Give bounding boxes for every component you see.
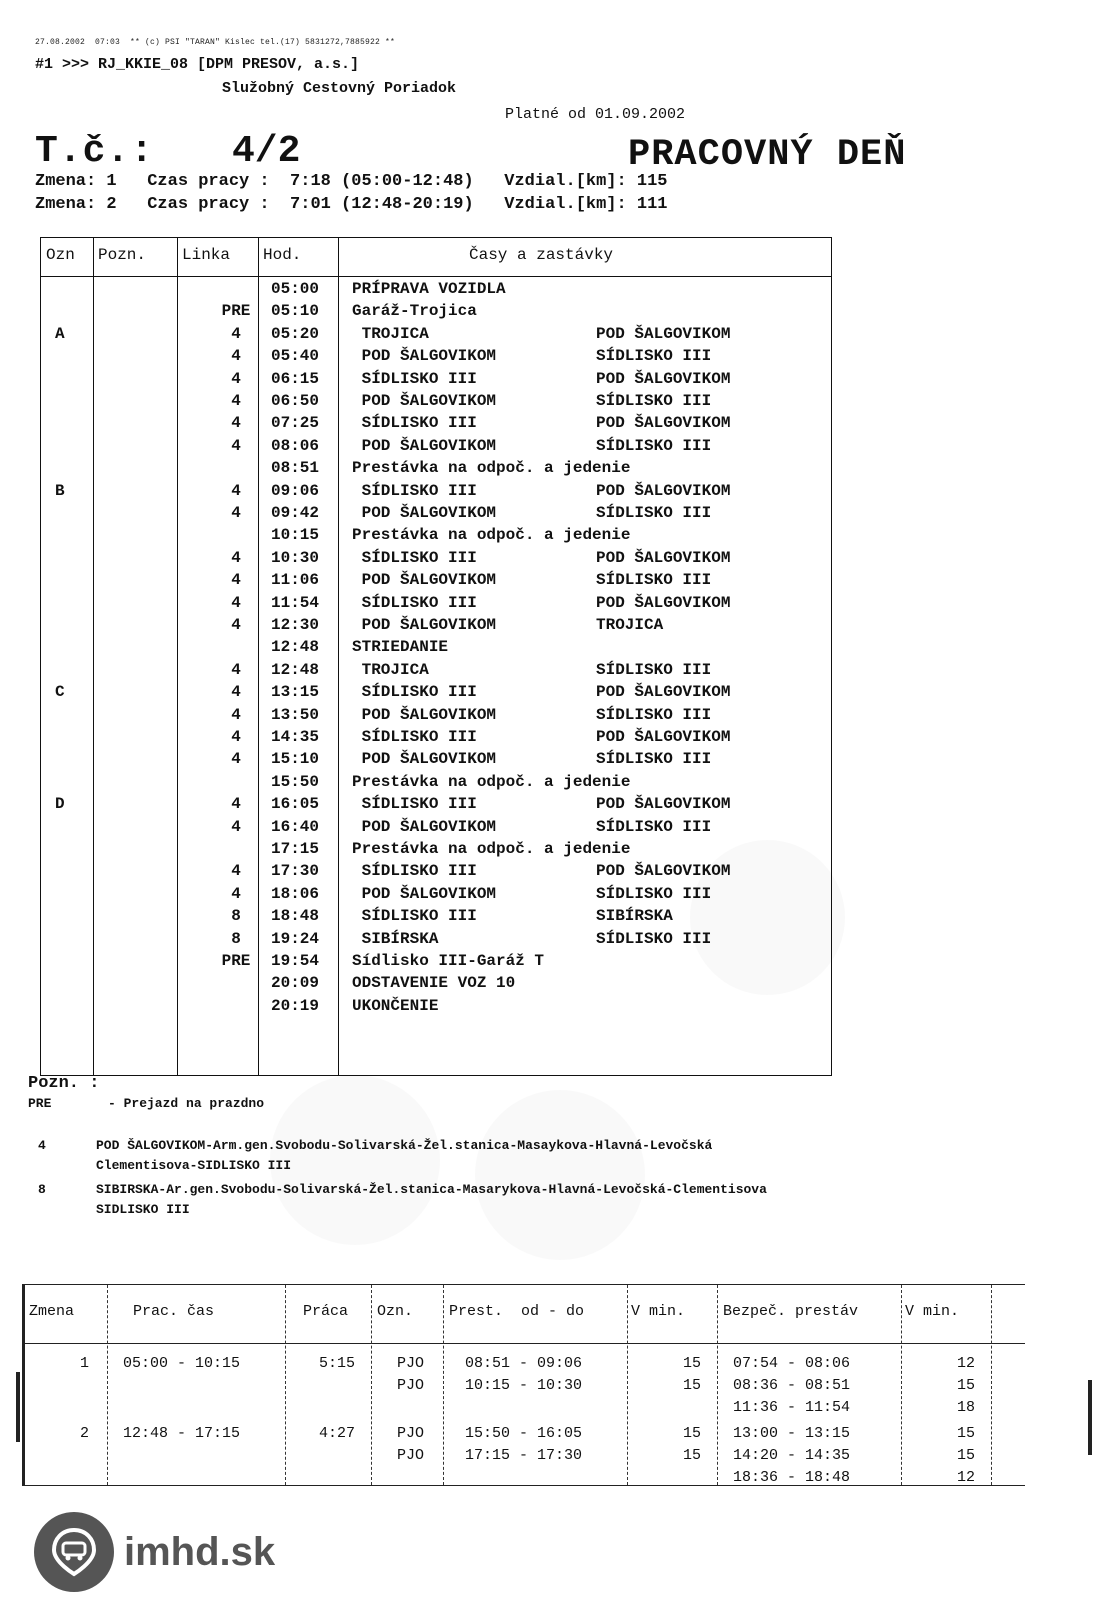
timetable-row <box>41 661 831 683</box>
summary-cell-vmin: 15 <box>682 1377 701 1394</box>
summary-cell-vmin2: 15 <box>956 1425 975 1442</box>
stop-to-cell: POD ŠALGOVIKOM <box>596 324 731 343</box>
stop-from-cell: TROJICA <box>352 660 429 679</box>
bus-in-pin-icon <box>34 1512 114 1592</box>
timetable-row <box>41 392 831 414</box>
stop-from-cell: SÍDLISKO III <box>352 369 477 388</box>
linka-cell: PRE <box>221 302 251 321</box>
summary-cell-zmena: 1 <box>79 1355 89 1372</box>
watermark-circle <box>475 1090 645 1260</box>
hod-cell: 05:00 <box>271 280 320 298</box>
note-text-8a: SIBIRSKA-Ar.gen.Svobodu-Solivarská-Žel.stanica-Masarykova-Hlavná-Levočská-Clementisova <box>96 1182 767 1197</box>
note-code-8: 8 <box>38 1182 46 1197</box>
hod-cell: 11:06 <box>271 571 320 590</box>
hod-cell: 05:10 <box>271 302 320 321</box>
note-text-pre: - Prejazd na prazdno <box>108 1096 265 1111</box>
hod-cell: 14:35 <box>271 728 320 746</box>
timetable-row <box>41 504 831 526</box>
summary-cell-vmin2: 15 <box>956 1377 975 1394</box>
summary-cell-praca: 4:27 <box>318 1425 355 1442</box>
tc-value: 4/2 <box>232 130 301 173</box>
timetable-row <box>41 907 831 929</box>
stop-to-cell: SÍDLISKO III <box>596 347 712 366</box>
timetable-row <box>41 549 831 571</box>
linka-cell: 4 <box>231 548 241 567</box>
hod-cell: 06:15 <box>271 369 320 388</box>
stop-from-cell: STRIEDANIE <box>352 638 449 657</box>
hod-cell: 17:15 <box>271 840 320 858</box>
timetable-row <box>41 840 831 862</box>
timetable <box>40 237 832 1076</box>
hod-cell: 09:42 <box>271 504 320 522</box>
linka-cell: 8 <box>231 907 241 926</box>
stop-from-cell: SÍDLISKO III <box>352 593 477 612</box>
stop-from-cell: Prestávka na odpoč. a jedenie <box>352 840 631 858</box>
tc-label: T.č.: <box>35 130 155 173</box>
ozn-cell: C <box>55 683 65 702</box>
summary-cell-bezp: 14:20 - 14:35 <box>733 1447 851 1464</box>
timetable-row <box>41 347 831 369</box>
hod-cell: 19:54 <box>271 952 320 970</box>
sum-header-vmin: V min. <box>631 1303 686 1320</box>
stop-from-cell: Sídlisko III-Garáž T <box>352 952 545 970</box>
sum-header-ozn: Ozn. <box>377 1303 414 1320</box>
stop-from-cell: POD ŠALGOVIKOM <box>352 750 497 769</box>
linka-cell: 4 <box>231 571 241 590</box>
timetable-row <box>41 773 831 795</box>
ozn-cell: D <box>55 795 65 814</box>
hod-cell: 15:50 <box>271 772 320 791</box>
note-code-pre: PRE <box>28 1096 52 1111</box>
summary-cell-vmin2: 18 <box>956 1399 975 1416</box>
stop-to-cell: POD ŠALGOVIKOM <box>596 683 731 702</box>
scan-mark <box>1088 1380 1092 1455</box>
stop-from-cell: SÍDLISKO III <box>352 907 477 926</box>
sum-header-vmin2: V min. <box>905 1303 960 1320</box>
timetable-row <box>41 750 831 772</box>
summary-cell-bezp: 11:36 - 11:54 <box>733 1399 851 1416</box>
stop-to-cell: SIBÍRSKA <box>596 907 673 926</box>
summary-cell-vmin2: 15 <box>956 1447 975 1464</box>
summary-cell-bezp: 08:36 - 08:51 <box>733 1377 851 1394</box>
linka-cell: 4 <box>231 593 241 612</box>
summary-cell-vmin2: 12 <box>956 1469 975 1486</box>
stop-to-cell: SÍDLISKO III <box>596 660 712 679</box>
stop-from-cell: POD ŠALGOVIKOM <box>352 571 497 590</box>
timetable-row <box>41 302 831 324</box>
stop-from-cell: SÍDLISKO III <box>352 862 477 881</box>
summary-cell-zmena: 2 <box>79 1425 89 1442</box>
sum-header-zmena: Zmena <box>29 1303 75 1320</box>
hod-cell: 19:24 <box>271 929 320 948</box>
route-line: #1 >>> RJ_KKIE_08 [DPM PRESOV, a.s.] <box>35 56 360 73</box>
timetable-row <box>41 616 831 638</box>
header-casy: Časy a zastávky <box>469 246 614 264</box>
stop-to-cell: SÍDLISKO III <box>596 884 712 903</box>
hod-cell: 05:20 <box>271 324 320 343</box>
timetable-row <box>41 683 831 705</box>
summary-cell-prac: 05:00 - 10:15 <box>123 1355 241 1372</box>
summary-cell-prest: 10:15 - 10:30 <box>465 1377 583 1394</box>
shift-2-info: Zmena: 2 Czas pracy : 7:01 (12:48-20:19) Vzdial.[km]: 111 <box>35 195 668 214</box>
timetable-row <box>41 974 831 996</box>
timetable-row <box>41 930 831 952</box>
sum-header-bezp: Bezpeč. prestáv <box>723 1303 859 1320</box>
stop-from-cell: Prestávka na odpoč. a jedenie <box>352 526 631 545</box>
stop-from-cell: POD ŠALGOVIKOM <box>352 504 497 522</box>
hod-cell: 11:54 <box>271 593 320 612</box>
linka-cell: 4 <box>231 683 241 702</box>
day-type: PRACOVNÝ DEŇ <box>628 134 907 176</box>
hod-cell: 08:51 <box>271 459 320 478</box>
watermark-circle <box>270 1075 440 1245</box>
stop-to-cell: POD ŠALGOVIKOM <box>596 414 731 433</box>
stop-to-cell: POD ŠALGOVIKOM <box>596 862 731 881</box>
stop-from-cell: ODSTAVENIE VOZ 10 <box>352 974 516 993</box>
timetable-row <box>41 728 831 750</box>
stop-from-cell: POD ŠALGOVIKOM <box>352 347 497 366</box>
summary-cell-ozn: PJO <box>397 1425 425 1442</box>
timetable-row <box>41 437 831 459</box>
stop-from-cell: SÍDLISKO III <box>352 728 477 746</box>
linka-cell: 4 <box>231 795 241 814</box>
stop-from-cell: TROJICA <box>352 324 429 343</box>
stop-from-cell: SÍDLISKO III <box>352 795 477 814</box>
hod-cell: 13:50 <box>271 705 320 724</box>
header-ozn: Ozn <box>46 246 75 264</box>
summary-cell-ozn: PJO <box>397 1377 425 1394</box>
summary-cell-praca: 5:15 <box>318 1355 355 1372</box>
hod-cell: 16:40 <box>271 817 320 836</box>
stop-to-cell: POD ŠALGOVIKOM <box>596 369 731 388</box>
hod-cell: 12:48 <box>271 638 320 657</box>
fax-header-line: 27.08.2002 07:03 ** (c) PSI "TARAN" Kislec tel.(17) 5831272,7885922 ** <box>35 38 396 47</box>
linka-cell: 4 <box>231 705 241 724</box>
stop-to-cell: POD ŠALGOVIKOM <box>596 728 731 746</box>
sum-header-praca: Práca <box>303 1303 349 1320</box>
document-subtitle: Služobný Cestovný Poriadok <box>222 80 457 97</box>
stop-from-cell: Prestávka na odpoč. a jedenie <box>352 772 631 791</box>
linka-cell: 4 <box>231 660 241 679</box>
hod-cell: 10:15 <box>271 526 320 545</box>
stop-to-cell: SÍDLISKO III <box>596 571 712 590</box>
hod-cell: 05:40 <box>271 347 320 366</box>
stop-from-cell: SÍDLISKO III <box>352 683 477 702</box>
timetable-row <box>41 706 831 728</box>
timetable-row <box>41 862 831 884</box>
linka-cell: 4 <box>231 414 241 433</box>
stop-from-cell: POD ŠALGOVIKOM <box>352 884 497 903</box>
linka-cell: 4 <box>231 504 241 522</box>
timetable-row <box>41 414 831 436</box>
stop-to-cell: POD ŠALGOVIKOM <box>596 481 731 500</box>
linka-cell: PRE <box>221 952 251 970</box>
timetable-row <box>41 795 831 817</box>
summary-cell-bezp: 13:00 - 13:15 <box>733 1425 851 1442</box>
hod-cell: 18:06 <box>271 884 320 903</box>
timetable-row <box>41 370 831 392</box>
notes-title: Pozn. : <box>28 1074 100 1093</box>
shift-1-info: Zmena: 1 Czas pracy : 7:18 (05:00-12:48) Vzdial.[km]: 115 <box>35 172 668 191</box>
summary-cell-ozn: PJO <box>397 1447 425 1464</box>
note-code-4: 4 <box>38 1138 46 1153</box>
shift-summary-table <box>22 1284 1025 1486</box>
stop-from-cell: POD ŠALGOVIKOM <box>352 436 497 455</box>
hod-cell: 13:15 <box>271 683 320 702</box>
ozn-cell: A <box>55 324 65 343</box>
stop-from-cell: SÍDLISKO III <box>352 481 477 500</box>
linka-cell: 8 <box>231 929 241 948</box>
linka-cell: 4 <box>231 750 241 769</box>
stop-to-cell: POD ŠALGOVIKOM <box>596 548 731 567</box>
timetable-row <box>41 482 831 504</box>
stop-from-cell: SIBÍRSKA <box>352 929 439 948</box>
hod-cell: 08:06 <box>271 436 320 455</box>
stop-from-cell: Prestávka na odpoč. a jedenie <box>352 459 631 478</box>
stop-from-cell: POD ŠALGOVIKOM <box>352 616 497 634</box>
timetable-row <box>41 459 831 481</box>
linka-cell: 4 <box>231 436 241 455</box>
header-hod: Hod. <box>263 246 302 264</box>
timetable-row <box>41 571 831 593</box>
imhd-logo <box>34 1512 275 1592</box>
stop-from-cell: UKONČENIE <box>352 996 439 1015</box>
timetable-row <box>41 818 831 840</box>
stop-to-cell: SÍDLISKO III <box>596 392 712 410</box>
stop-from-cell: POD ŠALGOVIKOM <box>352 392 497 410</box>
linka-cell: 4 <box>231 884 241 903</box>
summary-cell-prac: 12:48 - 17:15 <box>123 1425 241 1442</box>
hod-cell: 06:50 <box>271 392 320 410</box>
summary-cell-prest: 15:50 - 16:05 <box>465 1425 583 1442</box>
sum-header-prest: Prest. od - do <box>449 1303 585 1320</box>
valid-from: Platné od 01.09.2002 <box>505 106 686 123</box>
stop-to-cell: SÍDLISKO III <box>596 504 712 522</box>
timetable-row <box>41 638 831 660</box>
hod-cell: 18:48 <box>271 907 320 926</box>
timetable-row <box>41 325 831 347</box>
timetable-row <box>41 526 831 548</box>
timetable-row <box>41 997 831 1019</box>
linka-cell: 4 <box>231 862 241 881</box>
note-text-4b: Clementisova-SIDLISKO III <box>96 1158 292 1173</box>
hod-cell: 07:25 <box>271 414 320 433</box>
summary-cell-ozn: PJO <box>397 1355 425 1372</box>
hod-cell: 15:10 <box>271 750 320 769</box>
linka-cell: 4 <box>231 324 241 343</box>
stop-to-cell: SÍDLISKO III <box>596 436 712 455</box>
summary-cell-vmin: 15 <box>682 1355 701 1372</box>
hod-cell: 20:19 <box>271 996 320 1015</box>
sum-header-prac: Prac. čas <box>133 1303 215 1320</box>
summary-cell-vmin: 15 <box>682 1425 701 1442</box>
stop-from-cell: SÍDLISKO III <box>352 414 477 433</box>
stop-from-cell: POD ŠALGOVIKOM <box>352 817 497 836</box>
hod-cell: 16:05 <box>271 795 320 814</box>
stop-from-cell: SÍDLISKO III <box>352 548 477 567</box>
linka-cell: 4 <box>231 728 241 746</box>
summary-cell-bezp: 07:54 - 08:06 <box>733 1355 851 1372</box>
stop-to-cell: POD ŠALGOVIKOM <box>596 593 731 612</box>
linka-cell: 4 <box>231 481 241 500</box>
stop-from-cell: Garáž-Trojica <box>352 302 477 321</box>
timetable-row <box>41 280 831 302</box>
ozn-cell: B <box>55 481 65 500</box>
stop-to-cell: SÍDLISKO III <box>596 705 712 724</box>
linka-cell: 4 <box>231 817 241 836</box>
timetable-row <box>41 952 831 974</box>
note-text-4a: POD ŠALGOVIKOM-Arm.gen.Svobodu-Solivarská-Žel.stanica-Masaykova-Hlavná-Levočská <box>96 1138 713 1153</box>
header-pozn: Pozn. <box>98 246 147 264</box>
linka-cell: 4 <box>231 392 241 410</box>
stop-from-cell: PRÍPRAVA VOZIDLA <box>352 280 506 298</box>
stop-to-cell: POD ŠALGOVIKOM <box>596 795 731 814</box>
stop-to-cell: SÍDLISKO III <box>596 929 712 948</box>
note-text-8b: SIDLISKO III <box>96 1202 190 1217</box>
stop-from-cell: POD ŠALGOVIKOM <box>352 705 497 724</box>
hod-cell: 12:30 <box>271 616 320 634</box>
summary-cell-vmin2: 12 <box>956 1355 975 1372</box>
linka-cell: 4 <box>231 616 241 634</box>
logo-text: imhd.sk <box>124 1529 276 1574</box>
summary-cell-bezp: 18:36 - 18:48 <box>733 1469 851 1486</box>
stop-to-cell: TROJICA <box>596 616 664 634</box>
scan-mark <box>16 1372 20 1442</box>
timetable-row <box>41 885 831 907</box>
hod-cell: 20:09 <box>271 974 320 993</box>
hod-cell: 10:30 <box>271 548 320 567</box>
stop-to-cell: SÍDLISKO III <box>596 750 712 769</box>
header-linka: Linka <box>182 246 231 264</box>
hod-cell: 17:30 <box>271 862 320 881</box>
summary-cell-vmin: 15 <box>682 1447 701 1464</box>
stop-to-cell: SÍDLISKO III <box>596 817 712 836</box>
linka-cell: 4 <box>231 347 241 366</box>
summary-cell-prest: 08:51 - 09:06 <box>465 1355 583 1372</box>
timetable-row <box>41 594 831 616</box>
hod-cell: 12:48 <box>271 660 320 679</box>
summary-cell-prest: 17:15 - 17:30 <box>465 1447 583 1464</box>
linka-cell: 4 <box>231 369 241 388</box>
hod-cell: 09:06 <box>271 481 320 500</box>
